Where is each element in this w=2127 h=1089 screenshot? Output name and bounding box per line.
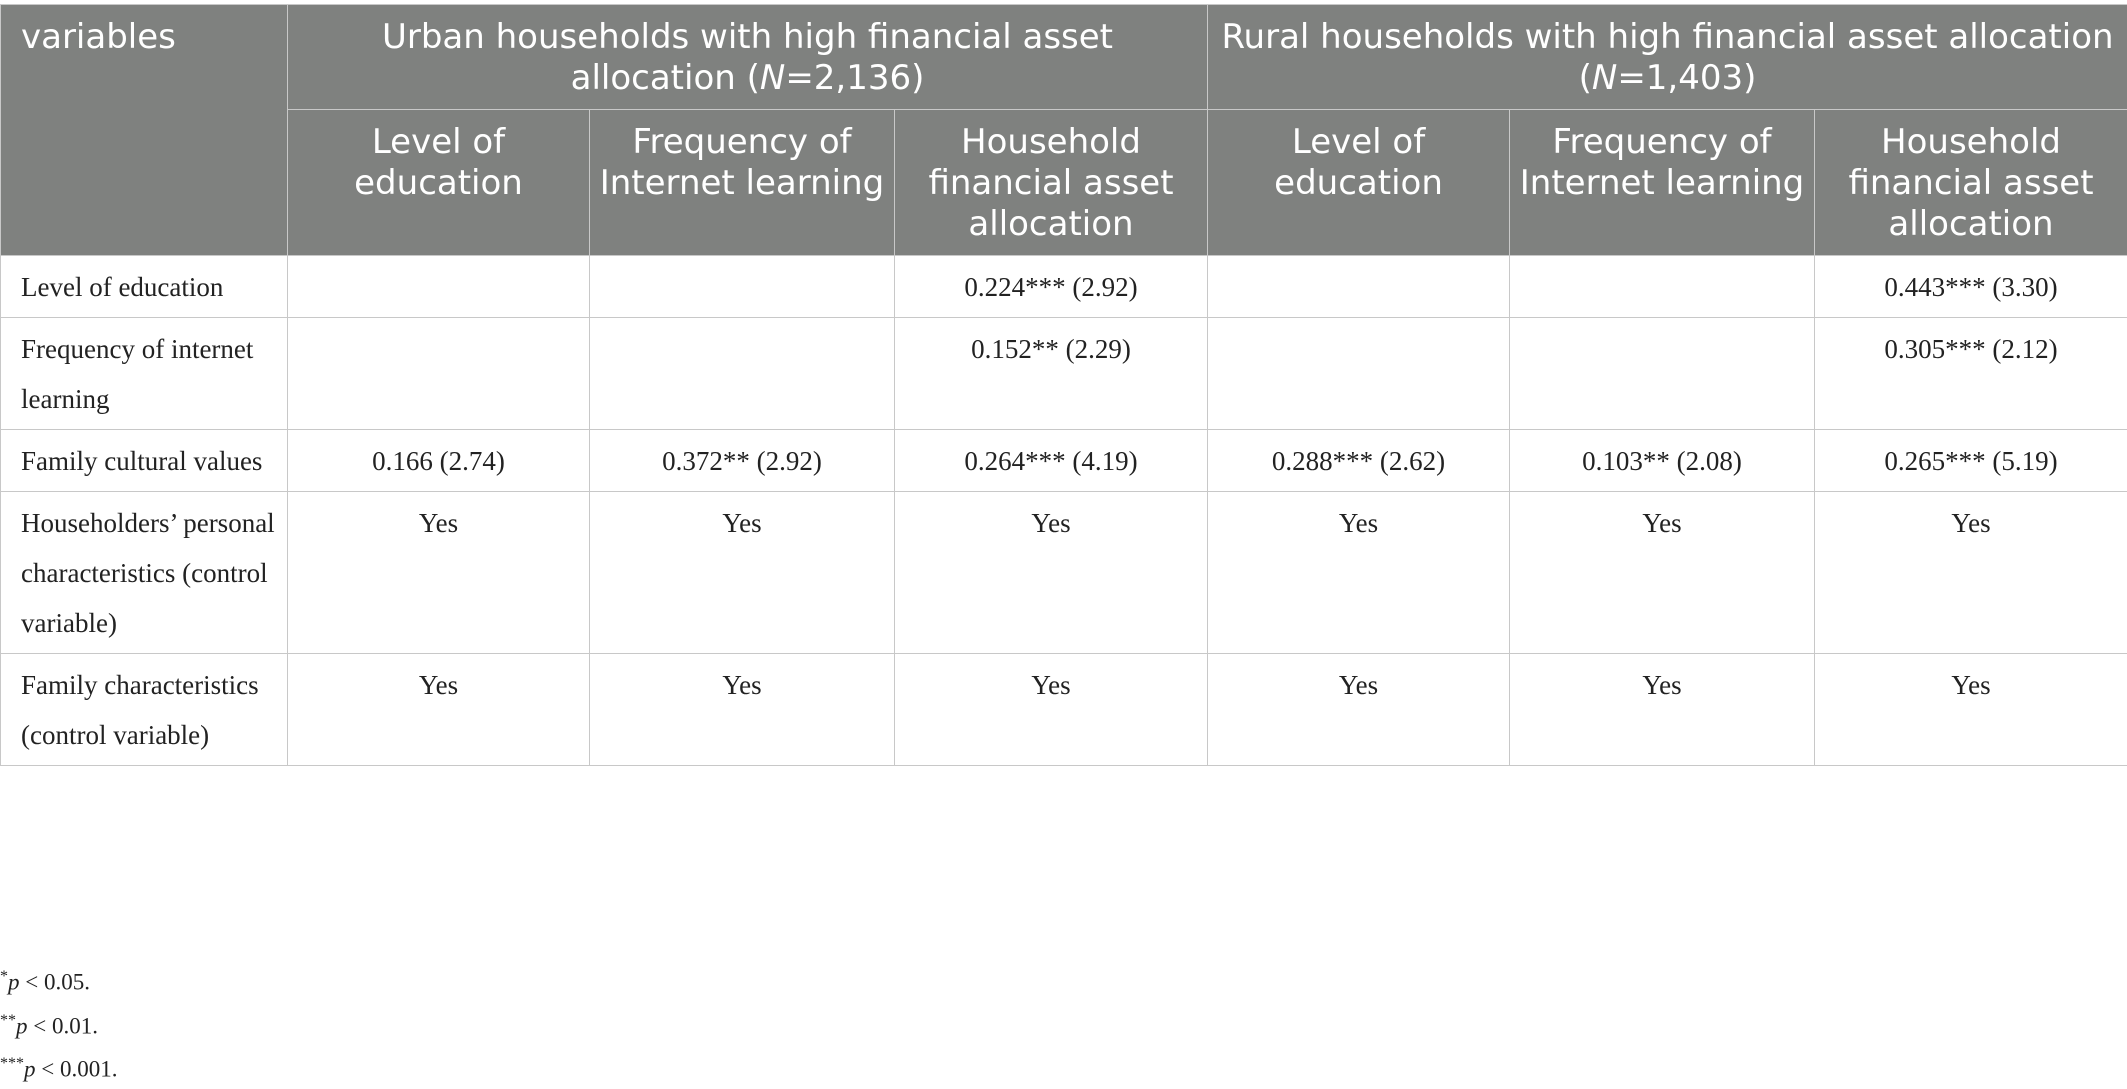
urban-n-value: =2,136) (785, 58, 924, 98)
footnote-stars: *** (0, 1055, 24, 1072)
table-cell: 0.224*** (2.92) (895, 256, 1208, 318)
table-cell (1208, 256, 1510, 318)
table-footnotes (0, 958, 117, 1089)
footnote (0, 958, 117, 1002)
table-cell (1510, 256, 1815, 318)
table-cell: 0.103** (2.08) (1510, 430, 1815, 492)
table-cell: 0.166 (2.74) (288, 430, 590, 492)
table-row (1, 654, 2127, 766)
table-cell (1208, 318, 1510, 430)
urban-group-header (288, 5, 1208, 110)
table-cell (288, 256, 590, 318)
column-header: Household financial asset allocation (1815, 110, 2127, 256)
results-table (0, 4, 2127, 766)
table-cell (1510, 318, 1815, 430)
footnote-stars: * (0, 968, 8, 985)
row-label: Level of education (1, 256, 288, 318)
table-cell: 0.372** (2.92) (590, 430, 895, 492)
row-label: Frequency of internet learning (1, 318, 288, 430)
table-cell: 0.152** (2.29) (895, 318, 1208, 430)
footnote (0, 1002, 117, 1046)
variables-header: variables (1, 5, 288, 256)
footnote-text: < 0.05. (20, 970, 90, 995)
table-cell: Yes (288, 654, 590, 766)
column-header-row (1, 110, 2127, 256)
table-cell: Yes (288, 492, 590, 654)
table-row (1, 318, 2127, 430)
table-cell: Yes (590, 654, 895, 766)
column-header: Level of education (1208, 110, 1510, 256)
row-label: Householders’ personal characteristics (control variable) (1, 492, 288, 654)
column-header: Frequency of Internet learning (590, 110, 895, 256)
column-header: Frequency of Internet learning (1510, 110, 1815, 256)
table-cell (590, 318, 895, 430)
table-cell: Yes (895, 654, 1208, 766)
table-row (1, 256, 2127, 318)
table-cell: Yes (1815, 654, 2127, 766)
footnote-p-symbol: p (8, 970, 20, 995)
rural-n-value: =1,403) (1617, 58, 1756, 98)
table-cell (288, 318, 590, 430)
footnote-p-symbol: p (16, 1013, 28, 1038)
rural-group-label: Rural households with high financial asset allocation ( (1221, 17, 2113, 98)
rural-n-symbol: N (1592, 58, 1617, 98)
urban-n-symbol: N (760, 58, 785, 98)
table-row (1, 430, 2127, 492)
row-label: Family cultural values (1, 430, 288, 492)
urban-group-label: Urban households with high financial asset allocation ( (382, 17, 1113, 98)
footnote-p-symbol: p (24, 1057, 36, 1082)
table-cell: Yes (1510, 492, 1815, 654)
table-cell: Yes (1208, 654, 1510, 766)
group-header-row (1, 5, 2127, 110)
footnote-text: < 0.001. (36, 1057, 118, 1082)
footnote-stars: ** (0, 1012, 16, 1029)
column-header: Household financial asset allocation (895, 110, 1208, 256)
column-header: Level of education (288, 110, 590, 256)
table-row (1, 492, 2127, 654)
table-cell: 0.288*** (2.62) (1208, 430, 1510, 492)
table-cell: Yes (895, 492, 1208, 654)
table-cell: 0.305*** (2.12) (1815, 318, 2127, 430)
footnote (0, 1045, 117, 1089)
row-label: Family characteristics (control variable) (1, 654, 288, 766)
table-cell: Yes (1208, 492, 1510, 654)
table-cell: Yes (1510, 654, 1815, 766)
table-cell: 0.443*** (3.30) (1815, 256, 2127, 318)
table-cell: Yes (590, 492, 895, 654)
table-cell: 0.265*** (5.19) (1815, 430, 2127, 492)
table-cell: 0.264*** (4.19) (895, 430, 1208, 492)
footnote-text: < 0.01. (28, 1013, 98, 1038)
table-cell (590, 256, 895, 318)
rural-group-header (1208, 5, 2127, 110)
table-cell: Yes (1815, 492, 2127, 654)
